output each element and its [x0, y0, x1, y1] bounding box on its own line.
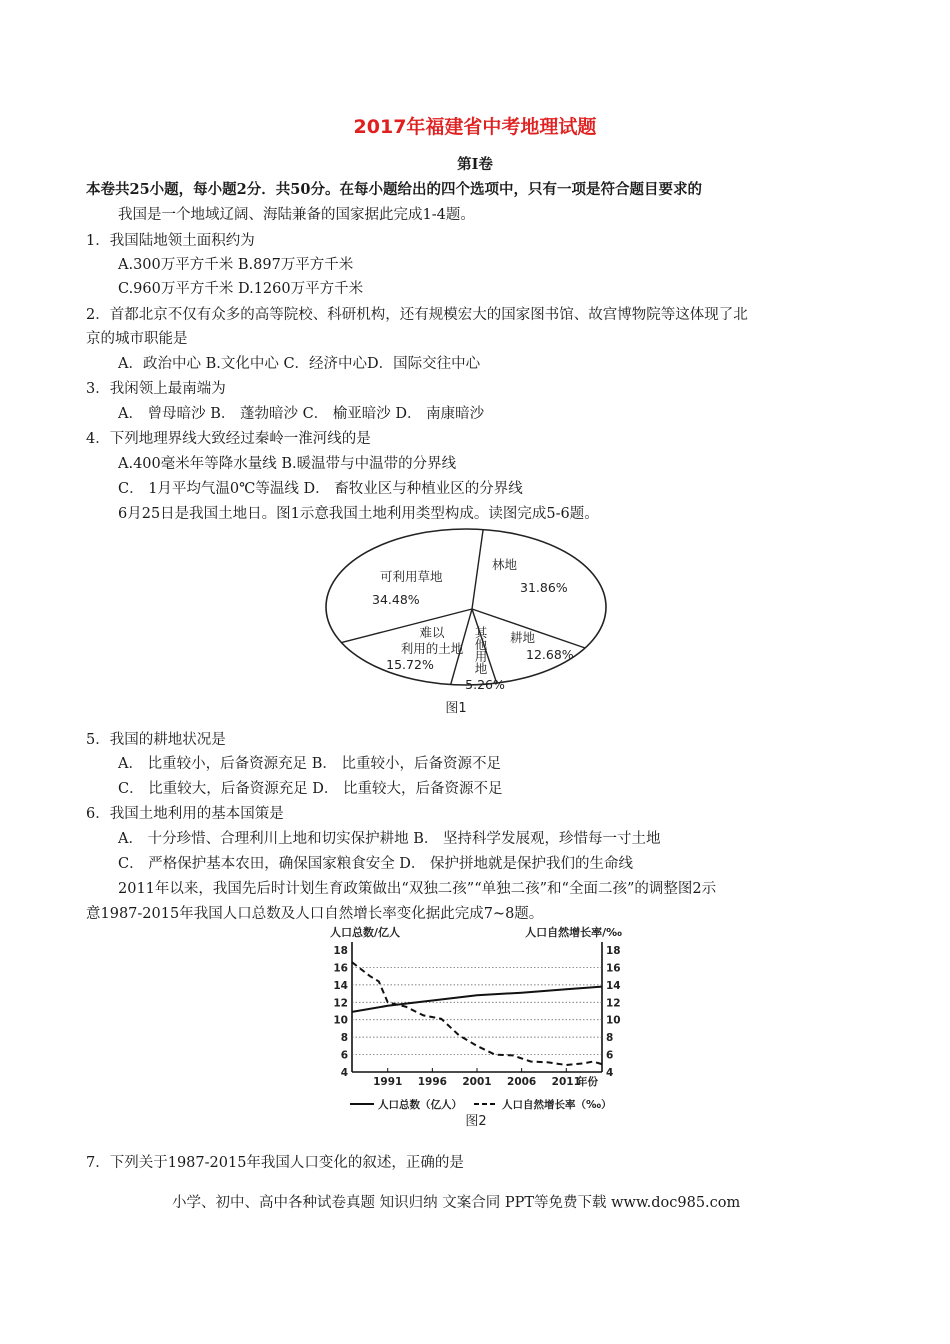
x-tick-label: 2001 — [462, 1076, 492, 1088]
fig2-caption: 图2 — [465, 1114, 487, 1129]
y-tick-left: 12 — [333, 997, 348, 1010]
pie-label-value: 15.72% — [386, 657, 434, 672]
population-line-chart — [326, 926, 626, 1131]
x-tick-label: 1991 — [373, 1076, 403, 1088]
pie-label-name: 其 — [474, 625, 488, 640]
question-4: 4．下列地理界线大致经过秦岭一淮河线的是 — [86, 431, 371, 447]
y-tick-left: 6 — [340, 1049, 348, 1062]
q2-options: A．政治中心 B.文化中心 C．经济中心D．国际交往中心 — [118, 356, 481, 372]
q3-options: A． 曾母暗沙 B． 蓬勃暗沙 C． 榆亚暗沙 D． 南康暗沙 — [118, 406, 485, 422]
pie-slice-label — [465, 625, 505, 692]
y-tick-right: 4 — [606, 1067, 614, 1079]
y-tick-right: 14 — [606, 979, 621, 992]
pie-label-name: 地 — [474, 661, 488, 676]
question-5: 5．我国的耕地状况是 — [86, 732, 226, 748]
legend — [350, 1098, 612, 1111]
pie-label-name: 利用的土地 — [400, 641, 464, 656]
x-tick-label: 2011 — [551, 1076, 581, 1088]
pie-label-name: 用 — [474, 649, 488, 664]
x-tick-label: 2006 — [507, 1076, 537, 1088]
fig1-intro: 6月25日是我国土地日。图1示意我国土地利用类型构成。读图完成5-6题。 — [118, 506, 599, 522]
y-tick-left: 14 — [333, 979, 348, 992]
pie-label-value: 5.26% — [465, 677, 505, 692]
fig2-intro-line2: 意1987-2015年我国人口总数及人口自然增长率变化据此完成7~8题。 — [86, 906, 544, 922]
question-3: 3．我闲领上最南端为 — [86, 381, 226, 397]
x-tick-label: 1996 — [417, 1076, 447, 1088]
left-axis-title: 人口总数/亿人 — [330, 926, 401, 939]
y-tick-left: 16 — [333, 962, 348, 975]
question-1: 1．我国陆地领土面积约为 — [86, 233, 255, 249]
pie-label-name: 可利用草地 — [380, 569, 443, 584]
pie-label-value: 34.48% — [372, 592, 420, 607]
land-use-pie-chart — [320, 525, 620, 720]
intro-text: 我国是一个地域辽阔、海陆兼备的国家据此完成1-4题。 — [118, 207, 475, 223]
pie-slice-label — [492, 557, 568, 595]
q4-options-cd: C． 1月平均气温0℃等温线 D． 畜牧业区与种植业区的分界线 — [118, 481, 523, 497]
y-tick-right: 12 — [606, 997, 621, 1010]
y-tick-left: 18 — [333, 945, 348, 957]
pie-divider — [472, 530, 483, 609]
legend-label-rate: 人口自然增长率（‰） — [502, 1099, 612, 1111]
pie-slice-label — [510, 630, 574, 662]
footer: 小学、初中、高中各种试卷真题 知识归纳 文案合同 PPT等免费下载 www.doc985.com — [172, 1195, 741, 1211]
x-axis-title: 年份 — [577, 1076, 598, 1088]
right-axis-title: 人口自然增长率/‰ — [525, 926, 622, 939]
pie-slice-label — [372, 569, 443, 607]
y-tick-left: 8 — [340, 1032, 348, 1045]
q4-options-ab: A.400毫米年等降水量线 B.暖温带与中温带的分界线 — [118, 456, 457, 472]
page-title: 2017年福建省中考地理试题 — [353, 116, 597, 138]
q5-options-ab: A． 比重较小，后备资源充足 B． 比重较小，后备资源不足 — [118, 756, 501, 772]
y-tick-left: 4 — [340, 1067, 348, 1079]
q6-options-cd: C． 严格保护基本农田，确保国家粮食安全 D． 保护拼地就是保护我们的生命线 — [118, 856, 634, 872]
y-tick-left: 10 — [333, 1014, 348, 1027]
pie-label-value: 31.86% — [520, 580, 568, 595]
fig1-caption: 图1 — [445, 701, 467, 716]
y-tick-right: 10 — [606, 1014, 621, 1027]
y-tick-right: 16 — [606, 962, 621, 975]
fig2-intro-line1: 2011年以来，我国先后时计划生育政策做出“双独二孩”“单独二孩”和“全面二孩”的调整图2示 — [118, 881, 717, 897]
question-2-line2: 京的城市职能是 — [86, 331, 188, 347]
legend-label-total: 人口总数（亿人） — [378, 1099, 462, 1111]
pie-divider — [341, 609, 472, 643]
pie-label-name: 难以 — [419, 625, 445, 640]
instructions: 本卷共25小题，每小题2分．共50分。在每小题给出的四个选项中，只有一项是符合题目要求的 — [86, 181, 702, 198]
pie-label-value: 12.68% — [526, 647, 574, 662]
section-heading: 第Ⅰ卷 — [457, 156, 493, 173]
question-2-line1: 2．首都北京不仅有众多的高等院校、科研机构，还有规模宏大的国家图书馆、故宫博物院等这体现了北 — [86, 307, 748, 323]
q5-options-cd: C． 比重较大，后备资源充足 D． 比重较大，后备资源不足 — [118, 781, 503, 797]
y-tick-right: 8 — [606, 1032, 614, 1045]
pie-slice-label — [386, 625, 464, 672]
q1-options-cd: C.960万平方千米 D.1260万平方千米 — [118, 281, 364, 297]
question-7: 7．下列关于1987-2015年我国人口变化的叙述，正确的是 — [86, 1155, 464, 1171]
y-tick-right: 18 — [606, 945, 621, 957]
pie-label-name: 林地 — [492, 557, 518, 572]
q1-options-ab: A.300万平方千米 B.897万平方千米 — [118, 257, 354, 273]
question-6: 6．我国土地利用的基本国策是 — [86, 806, 284, 822]
pie-label-name: 他 — [474, 637, 488, 652]
q6-options-ab: A． 十分珍惜、合理利川上地和切实保护耕地 B． 坚持科学发展观，珍惜每一寸土地 — [118, 831, 661, 847]
y-tick-right: 6 — [606, 1049, 614, 1062]
series-growth-rate-line — [352, 962, 602, 1065]
pie-label-name: 耕地 — [510, 630, 536, 645]
series-total-population-line — [352, 987, 602, 1012]
